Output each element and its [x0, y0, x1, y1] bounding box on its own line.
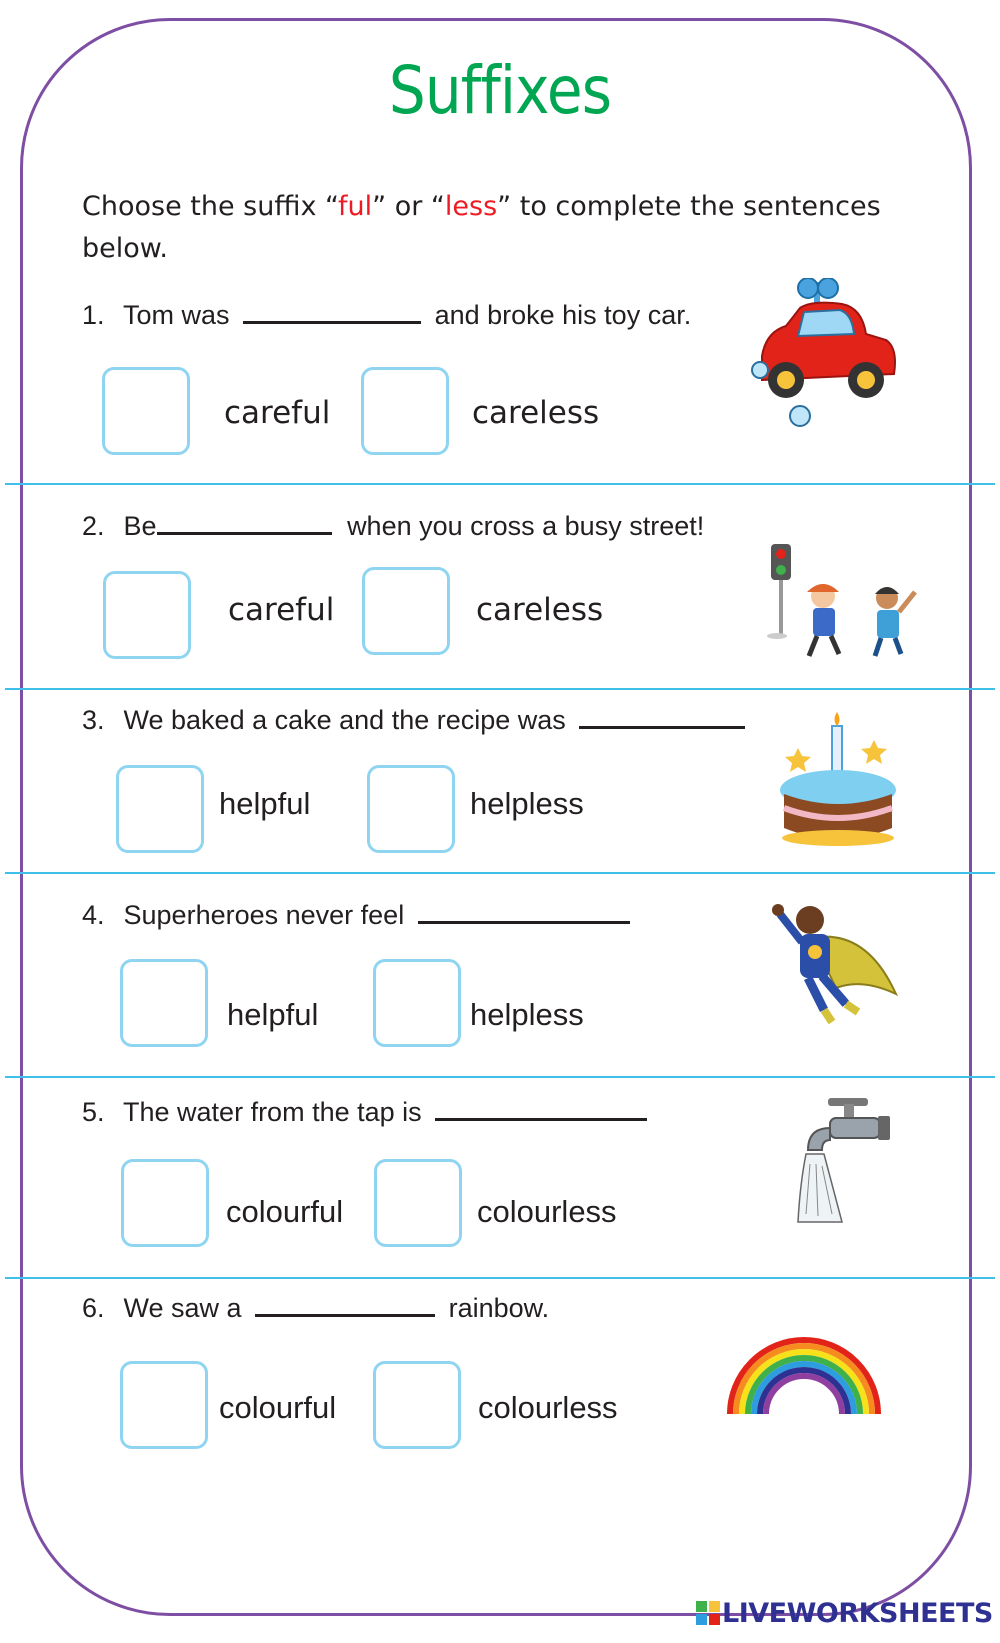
question-text: We saw a — [123, 1293, 242, 1323]
question-text: Superheroes never feel — [123, 900, 405, 930]
liveworksheets-logo — [696, 1598, 993, 1629]
option-label: colourless — [478, 1390, 618, 1425]
page-title: Suffixes — [388, 52, 612, 129]
option-label: careless — [476, 592, 604, 628]
option-label: helpful — [219, 786, 311, 821]
instructions-text: ” or “ — [372, 191, 445, 222]
question-5 — [82, 1097, 647, 1128]
option-label: careless — [472, 395, 600, 431]
superhero-image — [766, 898, 901, 1028]
question-text: We baked a cake and the recipe was — [123, 705, 566, 735]
answer-blank — [157, 512, 332, 535]
birthday-cake-image — [776, 710, 901, 850]
option-label: helpless — [470, 786, 584, 821]
checkbox-helpless[interactable] — [367, 765, 455, 853]
question-3 — [82, 705, 745, 736]
question-6 — [82, 1293, 549, 1324]
option-label: helpful — [227, 997, 319, 1032]
rainbow-image — [722, 1318, 887, 1418]
option-label: careful — [228, 592, 335, 628]
divider — [5, 1277, 995, 1279]
question-text: Be — [123, 511, 157, 541]
checkbox-colourless[interactable] — [373, 1361, 461, 1449]
brand-name: LIVEWORKSHEETS — [722, 1598, 993, 1629]
checkbox-helpful[interactable] — [120, 959, 208, 1047]
answer-blank — [255, 1294, 435, 1317]
checkbox-careful[interactable] — [103, 571, 191, 659]
suffix-less: less — [444, 191, 498, 222]
question-number: 6. — [82, 1293, 105, 1323]
divider — [5, 483, 995, 485]
checkbox-colourless[interactable] — [374, 1159, 462, 1247]
answer-blank — [435, 1098, 647, 1121]
checkbox-careless[interactable] — [362, 567, 450, 655]
checkbox-careless[interactable] — [361, 367, 449, 455]
option-label: helpless — [470, 997, 584, 1032]
checkbox-helpful[interactable] — [116, 765, 204, 853]
question-text: Tom was — [123, 300, 230, 330]
question-4 — [82, 900, 630, 931]
water-tap-image — [790, 1094, 895, 1234]
instructions — [82, 186, 902, 270]
question-2 — [82, 511, 704, 542]
question-text: rainbow. — [448, 1293, 550, 1323]
divider — [5, 688, 995, 690]
question-1 — [82, 300, 691, 331]
option-label: colourful — [219, 1390, 337, 1425]
suffix-ful: ful — [338, 191, 373, 222]
option-label: careful — [224, 395, 331, 431]
question-text: when you cross a busy street! — [347, 511, 705, 541]
instructions-text: ” to complete the sentences — [497, 191, 881, 222]
option-label: colourful — [226, 1194, 344, 1229]
question-number: 2. — [82, 511, 105, 541]
question-number: 4. — [82, 900, 105, 930]
question-text: and broke his toy car. — [434, 300, 692, 330]
question-number: 3. — [82, 705, 105, 735]
question-number: 5. — [82, 1097, 105, 1127]
instructions-text: below. — [82, 233, 168, 264]
checkbox-colourful[interactable] — [120, 1361, 208, 1449]
checkbox-helpless[interactable] — [373, 959, 461, 1047]
answer-blank — [579, 706, 745, 729]
checkbox-careful[interactable] — [102, 367, 190, 455]
divider — [5, 1076, 995, 1078]
toy-car-image — [742, 278, 902, 430]
divider — [5, 872, 995, 874]
kids-crossing-street-image — [765, 540, 925, 665]
option-label: colourless — [477, 1194, 617, 1229]
checkbox-colourful[interactable] — [121, 1159, 209, 1247]
instructions-text: Choose the suffix “ — [82, 191, 339, 222]
question-text: The water from the tap is — [123, 1097, 422, 1127]
question-number: 1. — [82, 300, 105, 330]
liveworksheets-icon — [696, 1601, 720, 1625]
answer-blank — [243, 301, 421, 324]
answer-blank — [418, 901, 630, 924]
